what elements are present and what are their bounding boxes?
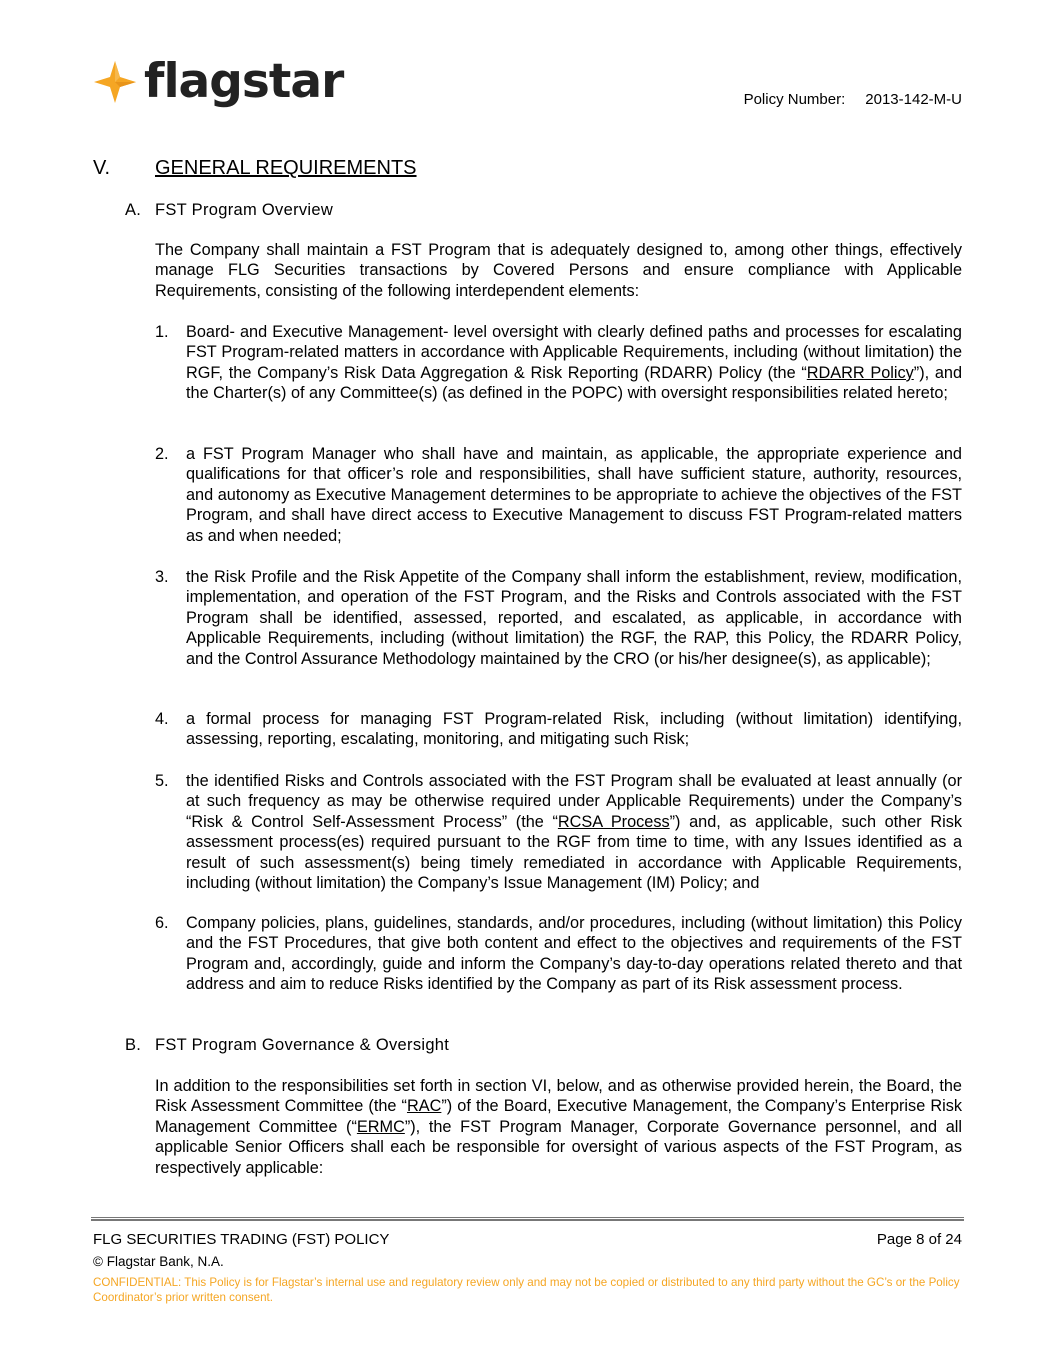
list-item-text: a formal process for managing FST Program-related Risk, including (without limitation) identifying, assessing, reporting, escalating, monitoring, and mitigating such Risk;: [186, 710, 962, 749]
section-number: V.: [93, 157, 111, 179]
list-item-text: Company policies, plans, guidelines, standards, and/or procedures, including (without limitation) this Policy and the FST Procedures, that give both content and effect to the objectives and requirements of the FST Program and, accordingly, guide and inform the Company’s day-to-day operations related thereto and that address and aim to reduce Risks identified by the Company as part of its Risk assessment process.: [186, 914, 962, 994]
rcsa-process-term: RCSA Process: [557, 812, 670, 831]
list-item-text: a FST Program Manager who shall have and maintain, as applicable, the appropriate experience and qualifications for that officer’s role and responsibilities, shall have sufficient stature, authority, resources, and autonomy as Executive Management determines to be appropriate to achieve the objectives of the FST Program, and shall have direct access to Executive Management to discuss FST Program-related matters as and when needed;: [186, 445, 962, 545]
footer-policy-title: FLG SECURITIES TRADING (FST) POLICY: [93, 1231, 390, 1248]
subsection-a-heading: [125, 201, 333, 220]
list-item: [155, 567, 962, 669]
list-item-text: Board- and Executive Management- level oversight with clearly defined paths and processes for escalating FST Program-related matters in accordance with Applicable Requirements, including (without limitation) the RGF, the Company’s Risk Data Aggregation & Risk Reporting (RDARR) Policy (the “RDARR Policy”), and the Charter(s) of any Committee(s) (as defined in the POPC) with oversight responsibilities related hereto;: [186, 323, 962, 403]
subsection-b-heading: [125, 1036, 449, 1055]
list-item-number: 5.: [155, 772, 169, 790]
flagstar-logo: [92, 54, 344, 109]
footer-confidential-notice: CONFIDENTIAL: This Policy is for Flagstar’s internal use and regulatory review only and may not be copied or distributed to any third party without the GC’s or the Policy Coordinator’s prior written consent.: [93, 1276, 960, 1304]
policy-number: [744, 91, 962, 108]
list-item-number: 1.: [155, 323, 169, 341]
subsection-a-letter: A.: [125, 201, 142, 219]
list-item: [155, 709, 962, 750]
subsection-b-letter: B.: [125, 1036, 142, 1054]
footer-copyright: © Flagstar Bank, N.A.: [93, 1254, 224, 1269]
section-title: GENERAL REQUIREMENTS: [155, 157, 417, 179]
policy-number-value: 2013-142-M-U: [865, 91, 962, 108]
brand-name: flagstar: [144, 54, 344, 109]
list-item: [155, 444, 962, 546]
subsection-b-paragraph: In addition to the responsibilities set forth in section VI, below, and as otherwise provided herein, the Board, the Risk Assessment Committee (the “RAC”) of the Board, Executive Management, the Company’s Enterprise Risk Management Committee (“ERMC”), the FST Program Manager, Corporate Governance personnel, and all applicable Senior Officers shall each be responsible for oversight of various aspects of the FST Program, as respectively applicable:: [155, 1077, 963, 1177]
policy-number-label: Policy Number:: [743, 91, 846, 108]
list-item-text: the Risk Profile and the Risk Appetite of the Company shall inform the establishment, review, modification, implementation, and operation of the FST Program, and the Risks and Controls associated with the FST Program shall be identified, assessed, reported, and escalated, as applicable, in accordance with Applicable Requirements, including (without limitation) the RGF, the RAP, this Policy, the RDARR Policy, and the Control Assurance Methodology maintained by the CRO (or his/her designee(s), as applicable);: [186, 568, 962, 668]
rdarr-policy-term: RDARR Policy: [806, 363, 914, 382]
list-item-text: the identified Risks and Controls associated with the FST Program shall be evaluated at least annually (or at such frequency as may be otherwise required under Applicable Requirements) under the Company’s “Risk & Control Self-Assessment Process” (the “RCSA Process”) and, as applicable, such other Risk assessment process(es) required pursuant to the RGF from time to time, with any Issues identified as a result of such assessment(s) being timely remediated in accordance with Applicable Requirements, including (without limitation) the Company’s Issue Management (IM) Policy; and: [186, 772, 962, 893]
flagstar-star-icon: [92, 59, 138, 105]
list-item: [155, 771, 962, 893]
subsection-a-title: FST Program Overview: [155, 201, 334, 219]
list-item-number: 2.: [155, 445, 169, 463]
list-item: [155, 322, 962, 404]
subsection-b-title: FST Program Governance & Oversight: [155, 1036, 450, 1054]
footer-page-number: Page 8 of 24: [876, 1231, 962, 1248]
list-item: [155, 913, 962, 995]
list-item-number: 3.: [155, 568, 169, 586]
footer-divider: [91, 1217, 964, 1221]
section-heading: [93, 157, 417, 180]
rac-term: RAC: [406, 1097, 442, 1116]
ermc-term: ERMC: [356, 1117, 405, 1136]
list-item-number: 4.: [155, 710, 169, 728]
list-item-number: 6.: [155, 914, 169, 932]
subsection-a-intro: The Company shall maintain a FST Program that is adequately designed to, among other things, effectively manage FLG Securities transactions by Covered Persons and ensure compliance with Applicable Requirements, consisting of the following interdependent elements:: [155, 241, 962, 300]
